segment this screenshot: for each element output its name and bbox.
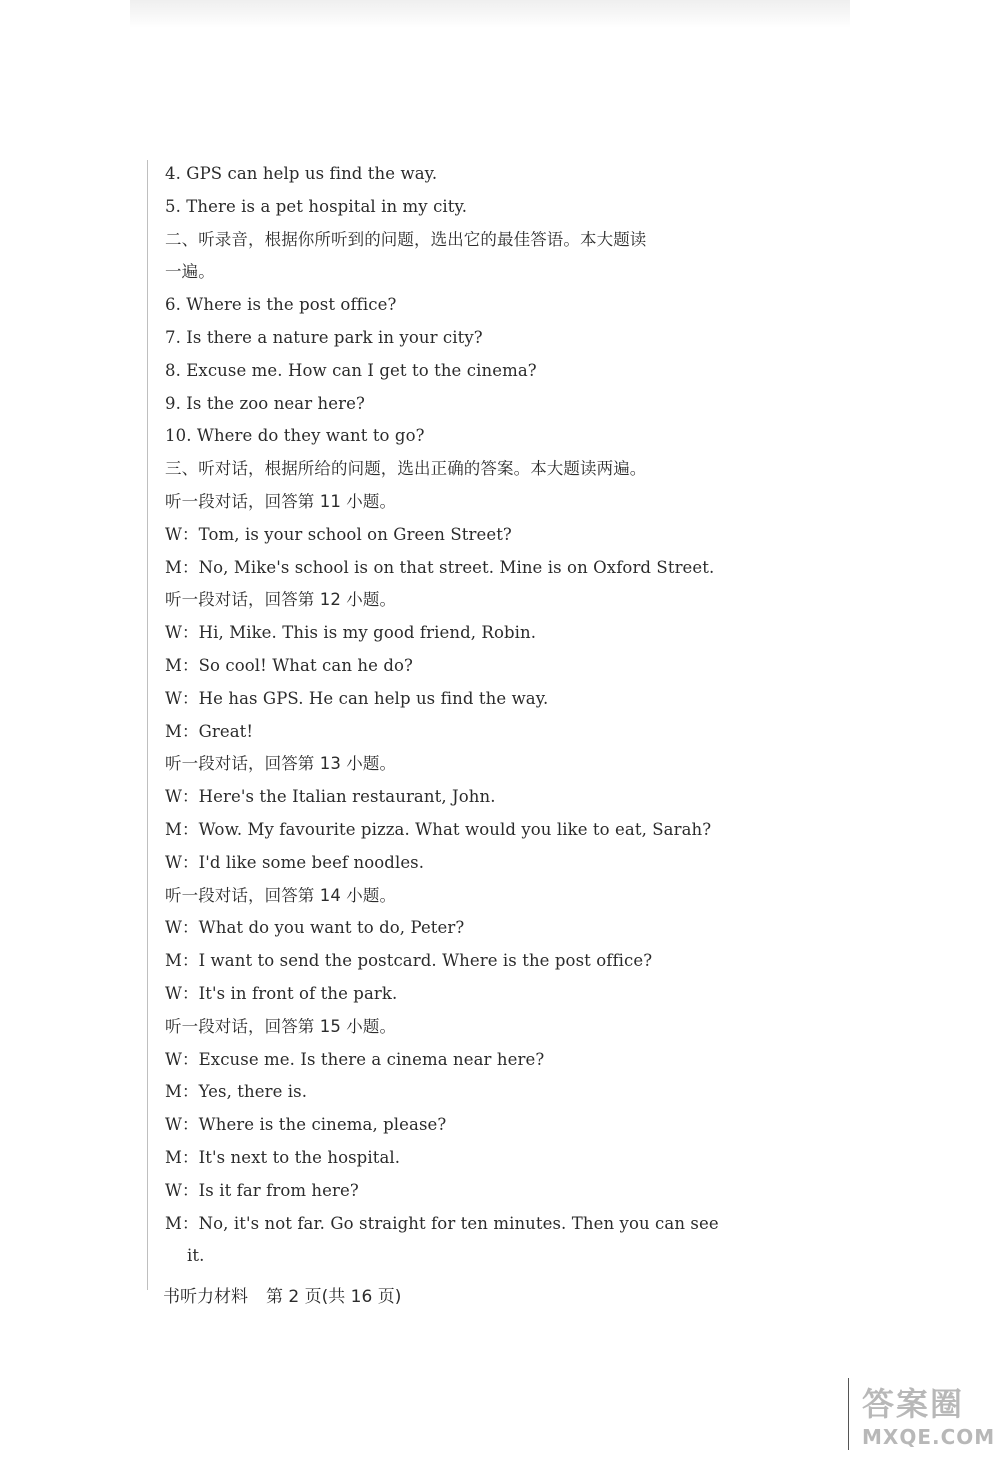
transcript-line: M：Yes, there is.: [165, 1082, 308, 1102]
section-instruction: 一遍。: [165, 262, 215, 282]
transcript-line: 7. Is there a nature park in your city?: [165, 327, 483, 347]
transcript-line: M：No, Mike's school is on that street. Mine is on Oxford Street.: [165, 557, 715, 577]
transcript-line: W：Tom, is your school on Green Street?: [165, 524, 512, 544]
page-footer: [163, 1282, 401, 1307]
transcript-line: M：It's next to the hospital.: [165, 1147, 401, 1167]
transcript-line: W：What do you want to do, Peter?: [165, 918, 465, 938]
transcript-line: 5. There is a pet hospital in my city.: [165, 196, 468, 216]
transcript-line: M：No, it's not far. Go straight for ten minutes. Then you can see: [165, 1213, 719, 1233]
transcript-line: 10. Where do they want to go?: [165, 426, 425, 446]
transcript-line: W：Where is the cinema, please?: [165, 1115, 447, 1135]
margin-tick: [848, 1378, 849, 1450]
transcript-line: 4. GPS can help us find the way.: [165, 164, 438, 183]
transcript-line: W：I'd like some beef noodles.: [165, 852, 425, 872]
transcript-line: W：Here's the Italian restaurant, John.: [165, 787, 496, 807]
footer-label: 书听力材料: [163, 1287, 248, 1307]
listening-transcript: [165, 158, 719, 1273]
transcript-line: M：I want to send the postcard. Where is the post office?: [165, 951, 653, 971]
section-instruction: 听一段对话，回答第 15 小题。: [165, 1016, 397, 1036]
margin-rule: [147, 160, 148, 1290]
transcript-line: W：It's in front of the park.: [165, 983, 398, 1003]
transcript-line: M：Wow. My favourite pizza. What would you like to eat, Sarah?: [165, 819, 712, 839]
watermark-logo: [862, 1384, 996, 1464]
watermark-logo-text: 答案圈: [862, 1385, 965, 1423]
section-instruction: 听一段对话，回答第 13 小题。: [165, 754, 397, 774]
section-instruction: 听一段对话，回答第 12 小题。: [165, 590, 397, 610]
transcript-line: 8. Excuse me. How can I get to the cinema?: [165, 360, 537, 380]
section-instruction: 三、听对话，根据所给的问题，选出正确的答案。本大题读两遍。: [165, 459, 647, 479]
section-instruction: 听一段对话，回答第 11 小题。: [165, 491, 397, 511]
transcript-line: 9. Is the zoo near here?: [165, 393, 365, 413]
watermark-url: MXQE.COM: [862, 1425, 996, 1449]
section-instruction: 二、听录音，根据你所听到的问题，选出它的最佳答语。本大题读: [165, 229, 647, 249]
page-number: 第 2 页(共 16 页): [266, 1287, 402, 1307]
transcript-line: W：Is it far from here?: [165, 1180, 359, 1200]
transcript-line: M：Great!: [165, 721, 254, 741]
transcript-line: 6. Where is the post office?: [165, 295, 397, 315]
transcript-line: M：So cool! What can he do?: [165, 655, 413, 675]
scan-top-smudge: [130, 0, 850, 28]
section-instruction: 听一段对话，回答第 14 小题。: [165, 885, 397, 905]
transcript-line: it.: [187, 1246, 205, 1266]
transcript-line: W：Excuse me. Is there a cinema near here?: [165, 1049, 545, 1069]
transcript-line: W：He has GPS. He can help us find the way.: [165, 688, 549, 708]
transcript-line: W：Hi, Mike. This is my good friend, Robin.: [165, 623, 537, 643]
